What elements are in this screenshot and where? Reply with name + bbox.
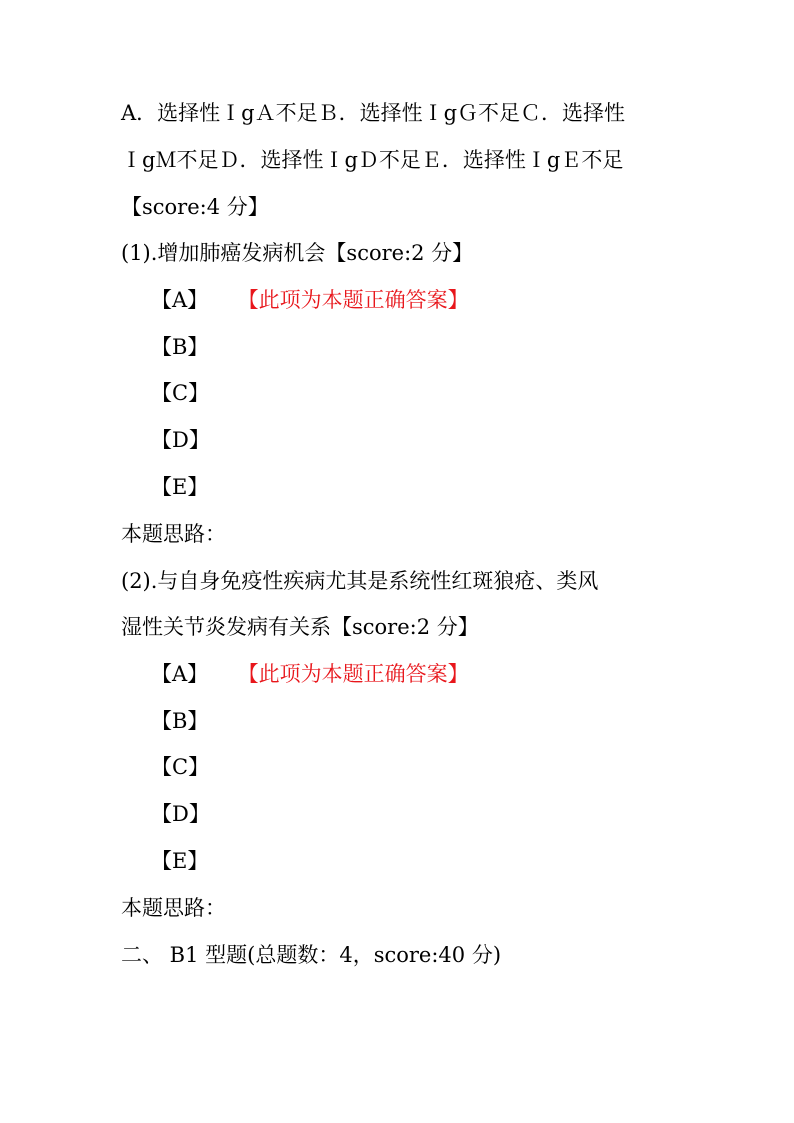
correct-answer-note: 【此项为本题正确答案】 <box>248 662 469 686</box>
correct-answer-note: 【此项为本题正确答案】 <box>248 288 469 312</box>
question-1-option-c: 【C】 <box>151 381 210 405</box>
question-1-option-b: 【B】 <box>151 335 209 359</box>
question-2-analysis-label: 本题思路： <box>121 896 226 920</box>
question-2-option-d: 【D】 <box>151 802 210 826</box>
question-1-text: (1).增加肺癌发病机会【score:2 分】 <box>121 241 474 265</box>
question-2-option-e: 【E】 <box>151 849 209 873</box>
section-heading: 二、 B1 型题(总题数：4，score:40 分) <box>121 943 502 967</box>
intro-line-2: ＩgＭ不足Ｄ．选择性ＩgＤ不足Ｅ．选择性ＩgＥ不足 <box>121 148 624 172</box>
question-1-option-d: 【D】 <box>151 428 210 452</box>
question-1-option-e: 【E】 <box>151 475 209 499</box>
question-2-text-line-2: 湿性关节炎发病有关系【score:2 分】 <box>121 615 479 639</box>
intro-line-1: A．选择性ＩgＡ不足Ｂ．选择性ＩgＧ不足Ｃ．选择性 <box>121 101 626 125</box>
question-1-analysis-label: 本题思路： <box>121 522 226 546</box>
intro-score: 【score:4 分】 <box>121 195 269 219</box>
question-2-text-line-1: (2).与自身免疫性疾病尤其是系统性红斑狼疮、类风 <box>121 569 599 593</box>
question-2-option-b: 【B】 <box>151 709 209 733</box>
question-2-option-c: 【C】 <box>151 755 210 779</box>
question-2-option-a <box>151 659 469 689</box>
question-1-option-a <box>151 285 469 315</box>
option-label: 【A】 <box>151 288 209 312</box>
option-label: 【A】 <box>151 662 209 686</box>
